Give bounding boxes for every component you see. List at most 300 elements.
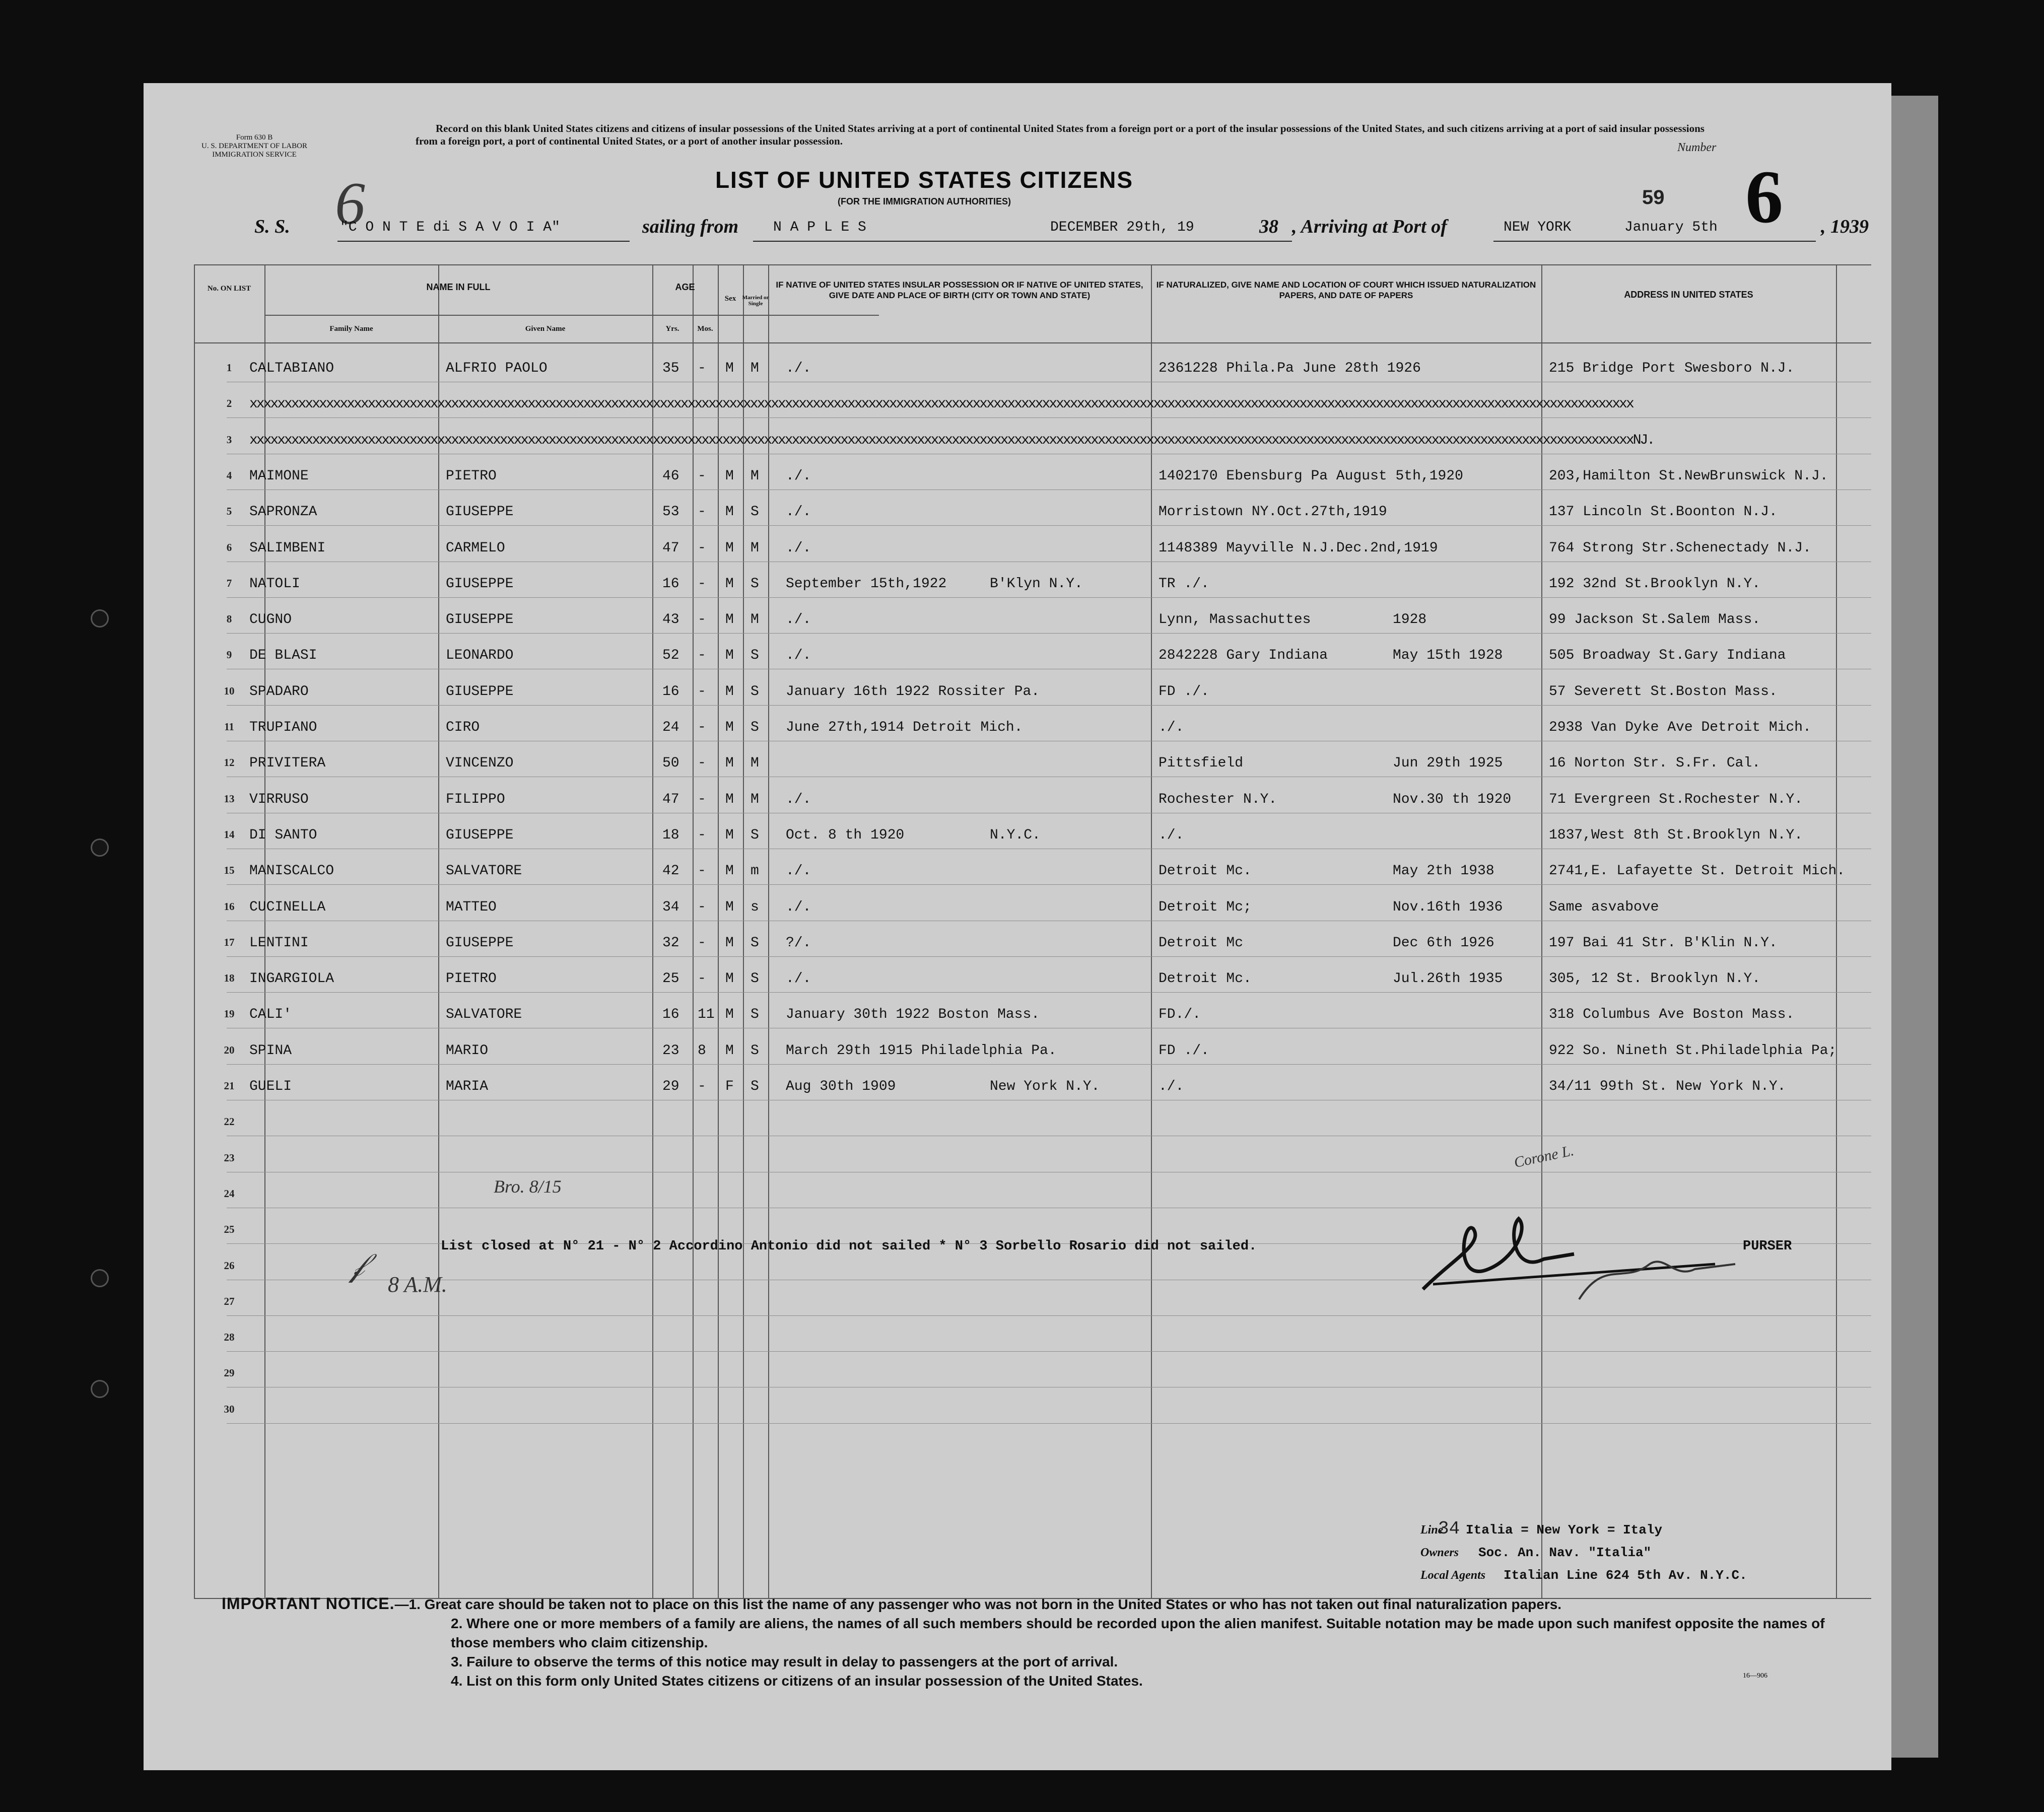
cell-ms: S [751, 576, 759, 592]
cell-nat: Pittsfield [1159, 755, 1244, 772]
cell-nat-date: Jul.26th 1935 [1393, 971, 1503, 987]
agents-label: Local Agents [1420, 1569, 1486, 1582]
number-label: Number [1677, 141, 1717, 154]
row-rule [227, 956, 1871, 957]
cell-ms: M [751, 540, 759, 556]
cell-addr: 2741,E. Lafayette St. Detroit Mich. [1549, 863, 1846, 879]
cell-family: SALIMBENI [249, 540, 326, 556]
row-number: 8 [226, 613, 232, 625]
cell-birth: Aug 30th 1909 [786, 1079, 896, 1094]
cell-birth: January 16th 1922 Rossiter Pa. [786, 683, 1040, 700]
cell-birth-place: B'Klyn N.Y. [990, 576, 1083, 592]
handwritten-right-note: Corone L. [1512, 1142, 1576, 1171]
cell-addr: 215 Bridge Port Swesboro N.J. [1549, 361, 1795, 376]
cell-mos: - [698, 540, 706, 556]
row-number: 3 [226, 433, 232, 446]
cell-ms: S [751, 1007, 759, 1023]
cell-addr: Same asvabove [1549, 899, 1659, 915]
pencil-mark: 6 [335, 170, 365, 237]
cell-mos: 8 [698, 1042, 706, 1059]
row-number: 23 [224, 1151, 235, 1164]
rule [753, 241, 1292, 242]
row-number: 10 [224, 684, 235, 697]
cell-nat: ./. [1159, 1079, 1184, 1094]
cell-birth: ./. [786, 863, 811, 879]
cell-birth: ./. [786, 648, 811, 664]
arrival-year: , 1939 [1821, 216, 1869, 237]
punch-hole [91, 1380, 109, 1398]
cell-yrs: 18 [662, 827, 679, 843]
cell-addr: 305, 12 St. Brooklyn N.Y. [1549, 971, 1761, 987]
cell-sex: M [725, 540, 734, 556]
important-notice [222, 1594, 1833, 1691]
cell-given: GIUSEPPE [446, 827, 514, 843]
rule [743, 264, 744, 1599]
manifest-sheet [144, 83, 1891, 1770]
cell-given: SALVATORE [446, 863, 522, 879]
cell-addr: 197 Bai 41 Str. B'Klin N.Y. [1549, 935, 1778, 951]
rule [693, 264, 694, 1599]
passenger-table [194, 264, 1871, 1599]
cell-family: INGARGIOLA [249, 971, 334, 987]
cell-ms: S [751, 1042, 759, 1059]
ship-name: "C O N T E di S A V O I A" [340, 220, 560, 235]
cell-addr: 137 Lincoln St.Boonton N.J. [1549, 504, 1778, 520]
cell-sex: M [725, 935, 734, 951]
cell-sex: M [725, 899, 734, 915]
service: IMMIGRATION SERVICE [212, 151, 297, 159]
row-rule [227, 525, 1871, 526]
rule [438, 264, 439, 1599]
cell-mos: - [698, 504, 706, 520]
rule [264, 315, 879, 316]
punch-hole [91, 609, 109, 628]
cell-yrs: 16 [662, 1007, 679, 1023]
cell-nat: TR ./. [1159, 576, 1209, 592]
row-number: 17 [224, 936, 235, 948]
cell-mos: - [698, 935, 706, 951]
cell-family: TRUPIANO [249, 720, 317, 735]
cell-yrs: 16 [662, 576, 679, 592]
cell-mos: - [698, 791, 706, 807]
struck-row: xxxxxxxxxxxxxxxxxxxxxxxxxxxxxxxxxxxxxxxxxxxxxxxxxxxxxxxxxxxxxxxxxxxxxxxxxxxxxxxxxxxxxxxxxxxxxxxxxxxxxxxxxxxxxxxxxxxxxxxxxxxxxxxxxxxxxxxxxxxxxxxxxxxxxxxxxxxxxxxxxxxxxxxxxxxxxxxxxxxxxxxxxxxxxxxxxxxxxxxNJ. [249, 432, 1654, 448]
cell-sex: M [725, 504, 734, 520]
cell-birth: ./. [786, 540, 811, 556]
cell-yrs: 43 [662, 612, 679, 628]
cell-yrs: 42 [662, 863, 679, 879]
cell-mos: - [698, 648, 706, 664]
cell-birth: ?/. [786, 935, 811, 951]
cell-mos: - [698, 468, 706, 484]
row-number: 16 [224, 900, 235, 913]
cell-ms: M [751, 468, 759, 484]
cell-sex: F [725, 1079, 734, 1094]
cell-birth: September 15th,1922 [786, 576, 947, 592]
cell-nat: ./. [1159, 827, 1184, 843]
row-number: 6 [226, 541, 232, 553]
cell-sex: M [725, 971, 734, 987]
cell-sex: M [725, 791, 734, 807]
notice-item: 3. Failure to observe the terms of this notice may result in delay to passengers at the port of arrival. [451, 1654, 1118, 1669]
cell-ms: M [751, 612, 759, 628]
cell-given: ALFRIO PAOLO [446, 361, 548, 376]
header-married-single: Married or Single [742, 295, 769, 307]
punch-hole [91, 1269, 109, 1287]
rule [1151, 264, 1152, 1599]
sailing-date: DECEMBER 29th, 19 [1050, 220, 1194, 235]
row-number: 15 [224, 864, 235, 877]
cell-given: VINCENZO [446, 755, 514, 772]
voyage-line [254, 216, 1891, 245]
cell-yrs: 34 [662, 899, 679, 915]
cell-birth: ./. [786, 504, 811, 520]
cell-family: CUGNO [249, 612, 292, 628]
cell-birth: Oct. 8 th 1920 [786, 827, 905, 843]
header-family-name: Family Name [329, 325, 373, 333]
row-number: 5 [226, 505, 232, 518]
punch-hole [91, 839, 109, 857]
cell-birth: ./. [786, 899, 811, 915]
ss-label: S. S. [254, 216, 290, 237]
cell-nat: ./. [1159, 720, 1184, 735]
notice-heading: IMPORTANT NOTICE. [222, 1594, 395, 1613]
cell-nat-date: Nov.16th 1936 [1393, 899, 1503, 915]
handwritten-initials-icon: 𝒻 [350, 1247, 365, 1283]
cell-family: MANISCALCO [249, 863, 334, 879]
cell-given: PIETRO [446, 468, 497, 484]
cell-mos: 11 [698, 1007, 715, 1023]
handwritten-time-note: 8 A.M. [388, 1272, 447, 1297]
row-number: 4 [226, 469, 232, 481]
cell-given: GIUSEPPE [446, 612, 514, 628]
cell-ms: S [751, 1079, 759, 1094]
row-number: 1 [226, 362, 232, 374]
row-rule [227, 705, 1871, 706]
cell-mos: - [698, 612, 706, 628]
agents-value: Italian Line 624 5th Av. N.Y.C. [1504, 1568, 1747, 1583]
cell-given: MARIA [446, 1079, 489, 1094]
cell-addr: 57 Severett St.Boston Mass. [1549, 683, 1778, 700]
cell-family: NATOLI [249, 576, 300, 592]
line-value: Italia = New York = Italy [1466, 1522, 1663, 1538]
cell-nat: 2361228 Phila.Pa June 28th 1926 [1159, 361, 1421, 376]
purser-label: PURSER [1743, 1239, 1792, 1254]
header-age: AGE [675, 282, 695, 292]
rule [718, 264, 719, 1599]
list-number: 6 [1745, 155, 1783, 239]
header-naturalized: IF NATURALIZED, GIVE NAME AND LOCATION OF COURT WHICH ISSUED NATURALIZATION PAPERS, AND DATE OF PAPERS [1156, 280, 1536, 300]
row-rule [227, 417, 1871, 418]
cell-sex: M [725, 683, 734, 700]
cell-addr: 1837,West 8th St.Brooklyn N.Y. [1549, 827, 1803, 843]
header-address: ADDRESS IN UNITED STATES [1624, 290, 1753, 300]
cell-nat-date: May 2th 1938 [1393, 863, 1494, 879]
cell-addr: 34/11 99th St. New York N.Y. [1549, 1079, 1786, 1094]
row-number: 30 [224, 1403, 235, 1415]
row-rule [227, 633, 1871, 634]
owners-label: Owners [1420, 1546, 1459, 1559]
cell-nat-date: Jun 29th 1925 [1393, 755, 1503, 772]
cell-birth: ./. [786, 612, 811, 628]
cell-addr: 16 Norton Str. S.Fr. Cal. [1549, 755, 1761, 772]
cell-nat: Detroit Mc [1159, 935, 1244, 951]
purser-signature-icon [1413, 1199, 1740, 1330]
cell-sex: M [725, 361, 734, 376]
cell-yrs: 46 [662, 468, 679, 484]
intro-text: Record on this blank United States citizens and citizens of insular possessions of the United States arriving at a port of continental United States from a foreign port or a port of the insular possessions of the United States, and such citizens arriving at a port of said insular possessions from a foreign port, a port of continental United States, or a port of another insular possession. [416, 122, 1705, 147]
cell-family: DE BLASI [249, 648, 317, 664]
rule [1836, 264, 1837, 1599]
cell-nat: Detroit Mc. [1159, 863, 1252, 879]
sailing-year: 38 [1259, 216, 1278, 237]
cell-ms: M [751, 791, 759, 807]
cell-family: CUCINELLA [249, 899, 326, 915]
port-to: NEW YORK [1504, 220, 1572, 235]
cell-yrs: 35 [662, 361, 679, 376]
handwritten-row21-note: Bro. 8/15 [494, 1176, 562, 1197]
cell-family: SAPRONZA [249, 504, 317, 520]
cell-nat: 1402170 Ebensburg Pa August 5th,1920 [1159, 468, 1463, 484]
cell-yrs: 16 [662, 683, 679, 700]
row-rule [227, 1423, 1871, 1424]
cell-ms: S [751, 827, 759, 843]
cell-addr: 922 So. Nineth St.Philadelphia Pa; [1549, 1042, 1837, 1059]
form-code: 16—906 [1743, 1672, 1767, 1680]
owners-value: Soc. An. Nav. "Italia" [1478, 1545, 1652, 1560]
cell-nat-date: May 15th 1928 [1393, 648, 1503, 664]
struck-row: xxxxxxxxxxxxxxxxxxxxxxxxxxxxxxxxxxxxxxxxxxxxxxxxxxxxxxxxxxxxxxxxxxxxxxxxxxxxxxxxxxxxxxxxxxxxxxxxxxxxxxxxxxxxxxxxxxxxxxxxxxxxxxxxxxxxxxxxxxxxxxxxxxxxxxxxxxxxxxxxxxxxxxxxxxxxxxxxxxxxxxxxxxxxxxxxxxxxxxx [249, 396, 1633, 412]
row-number: 24 [224, 1187, 235, 1200]
cell-mos: - [698, 863, 706, 879]
cell-family: LENTINI [249, 935, 309, 951]
cell-nat-date: Nov.30 th 1920 [1393, 791, 1512, 807]
cell-given: GIUSEPPE [446, 576, 514, 592]
row-number: 7 [226, 577, 232, 589]
cell-given: LEONARDO [446, 648, 514, 664]
cell-family: CALI' [249, 1007, 292, 1023]
cell-nat: Lynn, Massachuttes [1159, 612, 1311, 628]
cell-yrs: 52 [662, 648, 679, 664]
document-subtitle: (FOR THE IMMIGRATION AUTHORITIES) [838, 196, 1011, 206]
cell-family: PRIVITERA [249, 755, 326, 772]
port-from: N A P L E S [773, 220, 866, 235]
header-yrs: Yrs. [665, 325, 679, 333]
row-rule [227, 1064, 1871, 1065]
cell-sex: M [725, 755, 734, 772]
cell-ms: S [751, 648, 759, 664]
rule [1541, 264, 1542, 1599]
cell-given: FILIPPO [446, 791, 505, 807]
closing-note: List closed at N° 21 - N° 2 Accordino Antonio did not sailed * N° 3 Sorbello Rosario did not sailed. [441, 1239, 1257, 1254]
cell-yrs: 24 [662, 720, 679, 735]
row-number: 26 [224, 1259, 235, 1272]
cell-sex: M [725, 863, 734, 879]
row-number: 28 [224, 1331, 235, 1344]
row-rule [227, 992, 1871, 993]
rule [337, 241, 630, 242]
cell-birth: ./. [786, 971, 811, 987]
cell-addr: 2938 Van Dyke Ave Detroit Mich. [1549, 720, 1811, 735]
cell-addr: 318 Columbus Ave Boston Mass. [1549, 1007, 1795, 1023]
cell-given: MARIO [446, 1042, 489, 1059]
cell-birth: ./. [786, 361, 811, 376]
cell-mos: - [698, 576, 706, 592]
form-id-block [194, 133, 315, 159]
row-number: 12 [224, 756, 235, 769]
cell-yrs: 53 [662, 504, 679, 520]
page-number: 34 [1438, 1518, 1460, 1539]
cell-sex: M [725, 576, 734, 592]
cell-sex: M [725, 468, 734, 484]
cell-nat: 2842228 Gary Indiana [1159, 648, 1328, 664]
cell-birth: ./. [786, 791, 811, 807]
cell-yrs: 32 [662, 935, 679, 951]
cell-addr: 203,Hamilton St.NewBrunswick N.J. [1549, 468, 1828, 484]
cell-birth-place: N.Y.C. [990, 827, 1041, 843]
sailing-label: sailing from [642, 216, 739, 237]
notice-item: 4. List on this form only United States citizens or citizens of an insular possession of the United States. [451, 1673, 1143, 1689]
cell-mos: - [698, 899, 706, 915]
cell-birth-place: New York N.Y. [990, 1079, 1100, 1094]
cell-given: MATTEO [446, 899, 497, 915]
cell-nat: Detroit Mc; [1159, 899, 1252, 915]
cell-addr: 764 Strong Str.Schenectady N.J. [1549, 540, 1811, 556]
cell-nat-date: 1928 [1393, 612, 1427, 628]
cell-addr: 505 Broadway St.Gary Indiana [1549, 648, 1786, 664]
cell-ms: S [751, 935, 759, 951]
cell-nat: FD./. [1159, 1007, 1201, 1023]
cell-nat: Rochester N.Y. [1159, 791, 1277, 807]
line-label: Line [1420, 1523, 1444, 1537]
cell-given: CIRO [446, 720, 480, 735]
rule [768, 264, 769, 1599]
arriving-label: , Arriving at Port of [1292, 216, 1447, 237]
row-rule [227, 597, 1871, 598]
cell-nat: FD ./. [1159, 683, 1209, 700]
cell-nat: FD ./. [1159, 1042, 1209, 1059]
cell-family: VIRRUSO [249, 791, 309, 807]
cell-mos: - [698, 971, 706, 987]
notice-item: 2. Where one or more members of a family are aliens, the names of all such members should be recorded upon the alien manifest. Suitable notation may be made upon such manifest opposite the names of those members who claim citizenship. [451, 1616, 1825, 1650]
document-title: LIST OF UNITED STATES CITIZENS [715, 167, 1134, 193]
cell-ms: S [751, 504, 759, 520]
rule [1493, 241, 1816, 242]
cell-ms: S [751, 971, 759, 987]
cell-ms: s [751, 899, 759, 915]
header-given-name: Given Name [525, 325, 566, 333]
cell-yrs: 47 [662, 791, 679, 807]
cell-birth: January 30th 1922 Boston Mass. [786, 1007, 1040, 1023]
cell-yrs: 47 [662, 540, 679, 556]
cell-mos: - [698, 720, 706, 735]
cell-mos: - [698, 361, 706, 376]
row-rule [227, 884, 1871, 885]
header-no: No. ON LIST [207, 285, 251, 293]
cell-sex: M [725, 612, 734, 628]
cell-sex: M [725, 720, 734, 735]
rule [194, 342, 1871, 343]
row-number: 14 [224, 828, 235, 841]
row-number: 22 [224, 1116, 235, 1128]
cell-given: SALVATORE [446, 1007, 522, 1023]
stamp-number: 59 [1642, 186, 1665, 208]
rule [264, 264, 265, 1599]
cell-yrs: 29 [662, 1079, 679, 1094]
cell-nat: Morristown NY.Oct.27th,1919 [1159, 504, 1387, 520]
cell-sex: M [725, 1007, 734, 1023]
cell-mos: - [698, 827, 706, 843]
cell-given: GIUSEPPE [446, 683, 514, 700]
cell-mos: - [698, 683, 706, 700]
row-number: 9 [226, 649, 232, 661]
cell-sex: M [725, 1042, 734, 1059]
department: U. S. DEPARTMENT OF LABOR [201, 142, 307, 150]
cell-ms: M [751, 755, 759, 772]
cell-family: DI SANTO [249, 827, 317, 843]
header-name-in-full: NAME IN FULL [426, 282, 491, 292]
cell-addr: 99 Jackson St.Salem Mass. [1549, 612, 1761, 628]
row-number: 21 [224, 1080, 235, 1092]
notice-item: —1. Great care should be taken not to place on this list the name of any passenger who was not born in the United States or who has not taken out final naturalization papers. [394, 1596, 1562, 1612]
cell-sex: M [725, 648, 734, 664]
rule [194, 264, 1871, 265]
row-number: 20 [224, 1043, 235, 1056]
cell-birth: ./. [786, 468, 811, 484]
cell-family: GUELI [249, 1079, 292, 1094]
cell-given: GIUSEPPE [446, 935, 514, 951]
row-number: 13 [224, 792, 235, 805]
cell-yrs: 25 [662, 971, 679, 987]
row-number: 19 [224, 1008, 235, 1020]
row-number: 29 [224, 1367, 235, 1379]
cell-nat: Detroit Mc. [1159, 971, 1252, 987]
cell-given: CARMELO [446, 540, 505, 556]
rule [652, 264, 653, 1599]
cell-family: SPADARO [249, 683, 309, 700]
cell-yrs: 50 [662, 755, 679, 772]
arrival-date: January 5th [1624, 220, 1718, 235]
header-native: IF NATIVE OF UNITED STATES INSULAR POSSESSION OR IF NATIVE OF UNITED STATES, GIVE DATE AND PLACE OF BIRTH (CITY OR TOWN AND STATE) [776, 280, 1143, 300]
row-rule [227, 1351, 1871, 1352]
cell-family: MAIMONE [249, 468, 309, 484]
header-sex: Sex [724, 295, 736, 303]
cell-sex: M [725, 827, 734, 843]
cell-birth: June 27th,1914 Detroit Mich. [786, 720, 1023, 735]
cell-addr: 192 32nd St.Brooklyn N.Y. [1549, 576, 1761, 592]
form-number: Form 630 B [236, 133, 273, 142]
row-number: 25 [224, 1223, 235, 1236]
cell-family: SPINA [249, 1042, 292, 1059]
header-mos: Mos. [697, 325, 713, 333]
cell-family: CALTABIANO [249, 361, 334, 376]
cell-nat-date: Dec 6th 1926 [1393, 935, 1494, 951]
cell-birth: March 29th 1915 Philadelphia Pa. [786, 1042, 1057, 1059]
cell-addr: 71 Evergreen St.Rochester N.Y. [1549, 791, 1803, 807]
cell-given: GIUSEPPE [446, 504, 514, 520]
cell-yrs: 23 [662, 1042, 679, 1059]
rule [194, 264, 195, 1599]
cell-given: PIETRO [446, 971, 497, 987]
cell-ms: M [751, 361, 759, 376]
cell-mos: - [698, 755, 706, 772]
cell-ms: S [751, 683, 759, 700]
cell-ms: m [751, 863, 759, 879]
cell-mos: - [698, 1079, 706, 1094]
cell-ms: S [751, 720, 759, 735]
row-number: 11 [224, 721, 234, 733]
row-number: 2 [226, 397, 232, 410]
cell-nat: 1148389 Mayville N.J.Dec.2nd,1919 [1159, 540, 1438, 556]
